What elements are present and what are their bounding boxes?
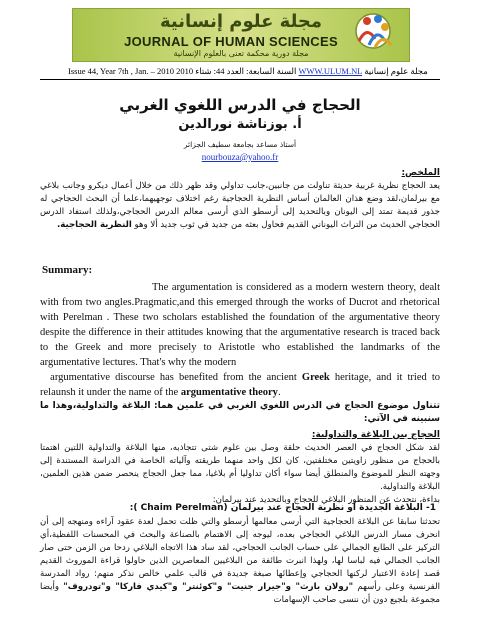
- journal-title-ar: مجلة علوم إنسانية: [159, 11, 323, 32]
- summary-p2-bold-theory: argumentative theory: [180, 387, 278, 398]
- summary-p2-mid: heritage, and it tried to relaunsh it under the name of the: [40, 372, 441, 398]
- section1-body: [40, 442, 440, 507]
- issue-en: Issue 44, Year 7th , Jan. – 2010: [68, 66, 175, 76]
- issue-ar: السنة السابعة: العدد 44: شتاء 2010: [176, 66, 297, 76]
- journal-logo-icon: [345, 11, 401, 59]
- subsection1-names: "رولان بارث" و"جيرار جنيت" و"كوئنتر" و"كيدي فاركا" و"تودروف": [63, 582, 354, 592]
- subsection1-body: [40, 516, 440, 607]
- section1-heading: الحجاج بين البلاغة والتداولية:: [311, 430, 440, 440]
- subsection1-text: تحدثنا سابقا عن البلاغة الحجاجية التي أرسى معالمها أرسطو والتي ظلت تحمل لعدة عقود آراءه ومنهجه إلى أن انحرف مسار الدرس البلاغي الحجاجي بعده، ليوجه إلى الاهتمام بالصناعة والبحث في المحسنات اللفظية،أي التركيز على الطابع الجمالي على حساب الجانب الحجاجي، لقد ساد هذا الاتجاه البلاغي ردحا من الزمن حتى صار الجانب الجمالي فيه لباسا لها، ولهذا انبرت طائفة من البلاغيين المعاصرين الذين حاولوا قراءة الموروث القديم قصد إعادة الاعتبار لركنها الحجاجي وإعطائها صبغة جديدة في قالب علمي خالص نذكر منهم: رواد المدرسة الفرنسية وعلى رأسهم: [40, 517, 440, 592]
- journal-title-en: JOURNAL OF HUMAN SCIENCES: [124, 34, 338, 49]
- subsection1-heading: 1- البلاغة الجديدة أو نظرية الحجاج عند بيرلمان (Chaim Perelman ):: [129, 503, 436, 513]
- section1-text: لقد شكل الحجاج في العصر الحديث حلقة وصل بين علوم شتى تتجاذبه، منها البلاغة والتداولية اللتين اهتمتا بالحجاج من منظور زاويتين مختلفتين، كان لكل واحد منهما طريقته وآلياته الخاصة في الدراسة المستندة إلى وجهته النظر للموضوع والمنطلق أيضا سواء أكان تداوليا أم بلاغيا، مما جعل الحجاج ينحصر ضمن هذين العلمين، البلاغة والتداولية.: [40, 443, 440, 492]
- article-author: أ. بوزناشة نورالدين: [178, 117, 302, 132]
- summary-p2-end: .: [277, 387, 281, 398]
- summary-p2-start: argumentative discourse has benefited from the ancient: [50, 372, 302, 383]
- journal-name-ar: مجلة علوم إنسانية: [364, 66, 428, 76]
- summary-p2-bold-greek: Greek: [301, 372, 330, 383]
- section1-tail: بداءة، نتحدث عن المنظور البلاغي للحجاج وبالتحديد عند بيرلمان:: [212, 495, 440, 505]
- arabic-abstract-bold: النظرية الحجاجية.: [56, 220, 132, 230]
- article-title: الحجاج في الدرس اللغوي الغربي: [119, 96, 361, 114]
- summary-heading: Summary:: [42, 264, 93, 276]
- english-summary: [40, 280, 440, 400]
- journal-url-link[interactable]: WWW.ULUM.NL: [298, 66, 363, 76]
- summary-paragraph-1: The argumentation is considered as a modern western theory, dealt with from two angles.Pragmatic,and this emerged through the works of Ducrot and rhetorical with Perelman . These two scholars established the foundation of the argumentative theory despite the difference in their attitudes knowing that the argumentative research is traced back to the Greek and more precisely to Aristotle who established the landmarks of the argumentative lectures. That's why the modern: [40, 282, 440, 368]
- arabic-abstract: [40, 180, 440, 232]
- author-affiliation: أستاذ مساعد بجامعة سطيف الجزائر: [183, 140, 297, 149]
- journal-subtitle-ar: مجلة دورية محكمة تعنى بالعلوم الإنسانية: [173, 49, 309, 58]
- arabic-abstract-heading: الملخص:: [401, 168, 440, 178]
- journal-banner: [72, 8, 410, 62]
- header-divider: [40, 79, 440, 80]
- subsection1-text-end: وأيضا مجموعة بلجيع دون أن ننسى صاحب الإسهامات: [40, 582, 440, 605]
- issue-line: [68, 66, 428, 77]
- section-intro: تتناول موضوع الحجاج في الدرس اللغوي الغربي في علمين هما: البلاغة والتداولية،وهذا ما سنبينه في الآتي:: [40, 401, 440, 424]
- author-email-link[interactable]: nourbouza@yahoo.fr: [201, 152, 279, 162]
- arabic-abstract-text: يعد الحجاج نظرية غربية حديثة تناولت من جانبين،جانب تداولي وقد ظهر ذلك من خلال أعمال ديكرو وجانب بلاغي مع بيرلمان،لقد وضع هذان العالمان أساس النظرية الحجاجية رغم اختلاف توجهيهما،علما أن البحث الحجاجي له جذور قديمة تمتد إلى اليونان وبالتحديد إلى أرسطو الذي أرسى معالم الدرس الحجاجي،ولذلك استفاد الدرس الحجاجي الحديث من التراث اليوناني القديم فحاول بعثه من جديد في ثوب جديد ألا وهو: [40, 181, 440, 230]
